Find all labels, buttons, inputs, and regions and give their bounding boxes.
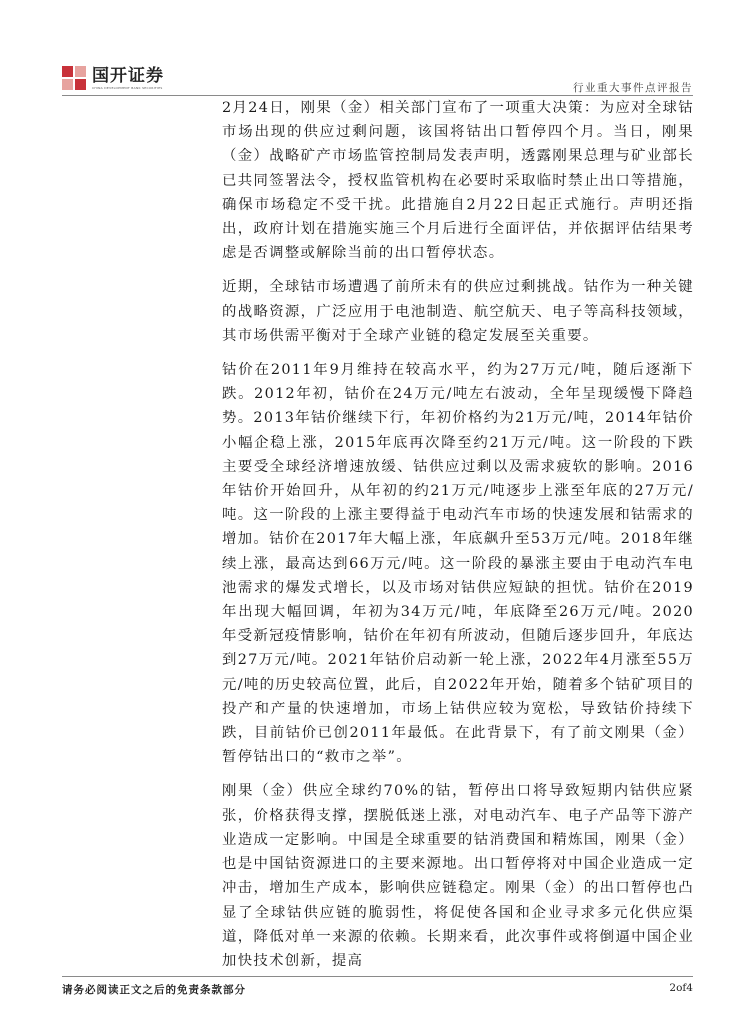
page-header — [0, 0, 755, 100]
main-content — [222, 96, 694, 983]
page-number: 2of4 — [669, 982, 693, 994]
report-type: 行业重大事件点评报告 — [573, 82, 693, 94]
paragraph: 刚果（金）供应全球约70%的钴，暂停出口将导致短期内钴供应紧张，价格获得支撑，摆脱低迷上涨，对电动汽车、电子产品等下游产业造成一定影响。中国是全球重要的钴消费国和精炼国，刚果（金）也是中国钴资源进口的主要来源地。出口暂停将对中国企业造成一定冲击，增加生产成本，影响供应链稳定。刚果（金）的出口暂停也凸显了全球钴供应链的脆弱性，将促使各国和企业寻求多元化供应渠道，降低对单一来源的依赖。长期来看，此次事件或将倒逼中国企业加快技术创新，提高 — [222, 783, 694, 969]
paragraph: 2月24日，刚果（金）相关部门宣布了一项重大决策：为应对全球钴市场出现的供应过剩问题，该国将钴出口暂停四个月。当日，刚果（金）战略矿产市场监管控制局发表声明，透露刚果总理与矿业部长已共同签署法令，授权监管机构在必要时采取临时禁止出口等措施，确保市场稳定不受干扰。此措施自2月22日起正式施行。声明还指出，政府计划在措施实施三个月后进行全面评估，并依据评估结果考虑是否调整或解除当前的出口暂停状态。 — [222, 100, 694, 262]
logo-subtext: CHINA DEVELOPMENT BANK SECURITIES — [92, 86, 163, 90]
paragraph: 近期，全球钴市场遭遇了前所未有的供应过剩挑战。钴作为一种关键的战略资源，广泛应用于电池制造、航空航天、电子等高科技领域，其市场供需平衡对于全球产业链的稳定发展至关重要。 — [222, 279, 694, 344]
company-logo — [62, 66, 164, 90]
disclaimer-note: 请务必阅读正文之后的免责条款部分 — [62, 984, 246, 996]
logo-name: 国开证券 — [92, 66, 164, 86]
logo-mark-icon — [62, 66, 86, 90]
footer-divider — [62, 976, 693, 977]
paragraph: 钴价在2011年9月维持在较高水平，约为27万元/吨，随后逐渐下跌。2012年初，钴价在24万元/吨左右波动，全年呈现缓慢下降趋势。2013年钴价继续下行，年初价格约为21万元/吨，2014年钴价小幅企稳上涨，2015年底再次降至约21万元/吨。这一阶段的下跌主要受全球经济增速放缓、钴供应过剩以及需求疲软的影响。2016年钴价开始回升，从年初的约21万元/吨逐步上涨至年底的27万元/吨。这一阶段的上涨主要得益于电动汽车市场的快速发展和钴需求的增加。钴价在2017年大幅上涨，年底飙升至53万元/吨。2018年继续上涨，最高达到66万元/吨。这一阶段的暴涨主要由于电动汽车电池需求的爆发式增长，以及市场对钴供应短缺的担忧。钴价在2019年出现大幅回调，年初为34万元/吨，年底降至26万元/吨。2020年受新冠疫情影响，钴价在年初有所波动，但随后逐步回升，年底达到27万元/吨。2021年钴价启动新一轮上涨，2022年4月涨至55万元/吨的历史较高位置，此后，自2022年开始，随着多个钴矿项目的投产和产量的快速增加，市场上钴供应较为宽松，导致钴价持续下跌，目前钴价已创2011年最低。在此背景下，有了前文刚果（金）暂停钴出口的“救市之举”。 — [222, 362, 694, 766]
